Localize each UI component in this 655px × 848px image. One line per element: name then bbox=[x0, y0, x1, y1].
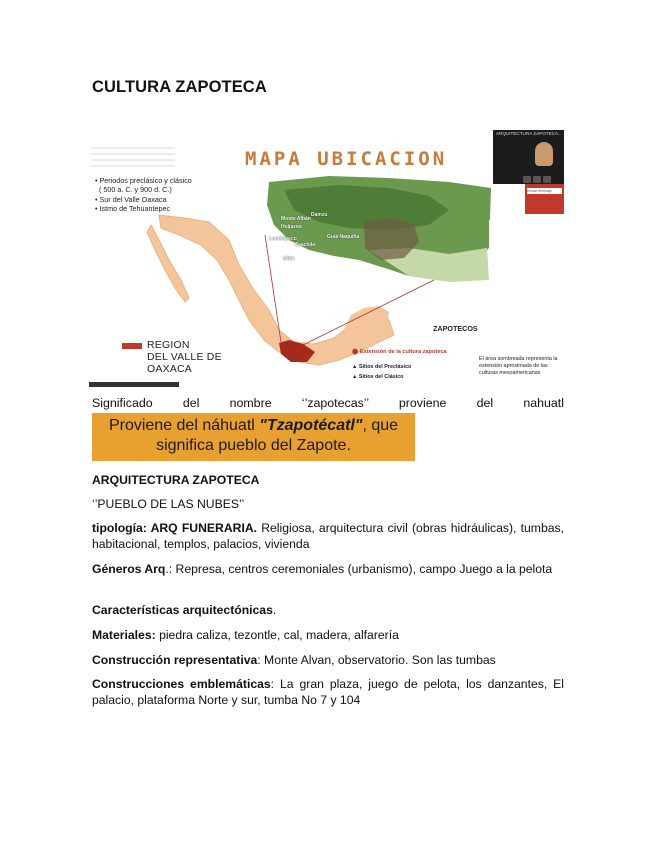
origin-callout: Proviene del náhuatl "Tzapotécatl", que significa pueblo del Zapote. bbox=[92, 413, 415, 461]
bullet-item: • Sur del Valle Oaxaca bbox=[95, 194, 167, 204]
materiales-paragraph: Materiales: piedra caliza, tezontle, cal, madera, alfarería bbox=[92, 628, 399, 642]
region-legend: REGION DEL VALLE DE OAXACA bbox=[147, 339, 222, 375]
chat-input: Enviar mensaje bbox=[527, 188, 562, 194]
avatar bbox=[535, 142, 553, 166]
emblematicas-paragraph: Construcciones emblemáticas: La gran plaza, juego de pelota, los danzantes, El palacio, plataforma Norte y sur, tumba No 7 y 104 bbox=[92, 677, 564, 707]
mic-icon bbox=[533, 176, 541, 183]
extension-legend: ⬤ Extensión de la cultura zapoteca bbox=[352, 349, 447, 355]
site-label: Monte Albán bbox=[281, 216, 311, 222]
region-color-swatch bbox=[122, 343, 142, 349]
bullet-item: • Istmo de Tehuantepec bbox=[95, 204, 171, 214]
zapotecos-label: ZAPOTECOS bbox=[433, 324, 478, 333]
site-label: Mitla bbox=[283, 256, 295, 262]
video-call-overlay bbox=[493, 130, 564, 184]
clasico-legend: ▲ Sitios del Clásico bbox=[352, 374, 404, 380]
subtitle-nubes: ‘’PUEBLO DE LAS NUBES’’ bbox=[92, 497, 245, 511]
slide-footer-strip bbox=[89, 382, 179, 387]
site-label: Zaachila bbox=[295, 242, 316, 248]
chat-panel bbox=[525, 184, 564, 214]
camera-icon bbox=[523, 176, 531, 183]
significado-paragraph: Significado del nombre ‘’zapotecas’’ proviene del nahuatl bbox=[92, 396, 564, 410]
page-title: CULTURA ZAPOTECA bbox=[92, 78, 267, 96]
preclasico-legend: ▲ Sitios del Preclásico bbox=[352, 364, 412, 370]
video-controls bbox=[523, 170, 563, 179]
site-label: Huijazoo bbox=[281, 224, 302, 230]
site-label: Dainzú bbox=[311, 212, 328, 218]
construccion-paragraph: Construcción representativa: Monte Alvan, observatorio. Son las tumbas bbox=[92, 653, 496, 667]
tipologia-paragraph: tipología: ARQ FUNERARIA. Religiosa, arquitectura civil (obras hidráulicas), tumbas, habitacional, templos, palacios, vivienda bbox=[92, 521, 564, 551]
map-title: MAPA UBICACION bbox=[245, 148, 448, 170]
generos-paragraph: Géneros Arq.: Represa, centros ceremoniales (urbanismo), campo Juego a la pelota bbox=[92, 562, 553, 576]
map-image bbox=[89, 130, 564, 387]
map-bullet-list bbox=[95, 176, 245, 214]
bullet-item: ( 500 a. C. y 900 d. C.) bbox=[99, 185, 172, 195]
site-label: Lambityeco bbox=[269, 236, 297, 242]
section-heading: ARQUITECTURA ZAPOTECA bbox=[92, 473, 260, 487]
video-title: ARQUITECTURA ZAPOTECA... bbox=[496, 131, 562, 136]
map-note: El área sombreada representa la extensión aproximada de las culturas mesoamericanas bbox=[479, 356, 558, 376]
bullet-item: • Periodos preclásico y clásico bbox=[95, 176, 192, 185]
site-label: Guiá Naquiña bbox=[327, 234, 360, 240]
screen-share-icon bbox=[543, 176, 551, 183]
caracteristicas-paragraph: Características arquitectónicas. bbox=[92, 603, 277, 617]
